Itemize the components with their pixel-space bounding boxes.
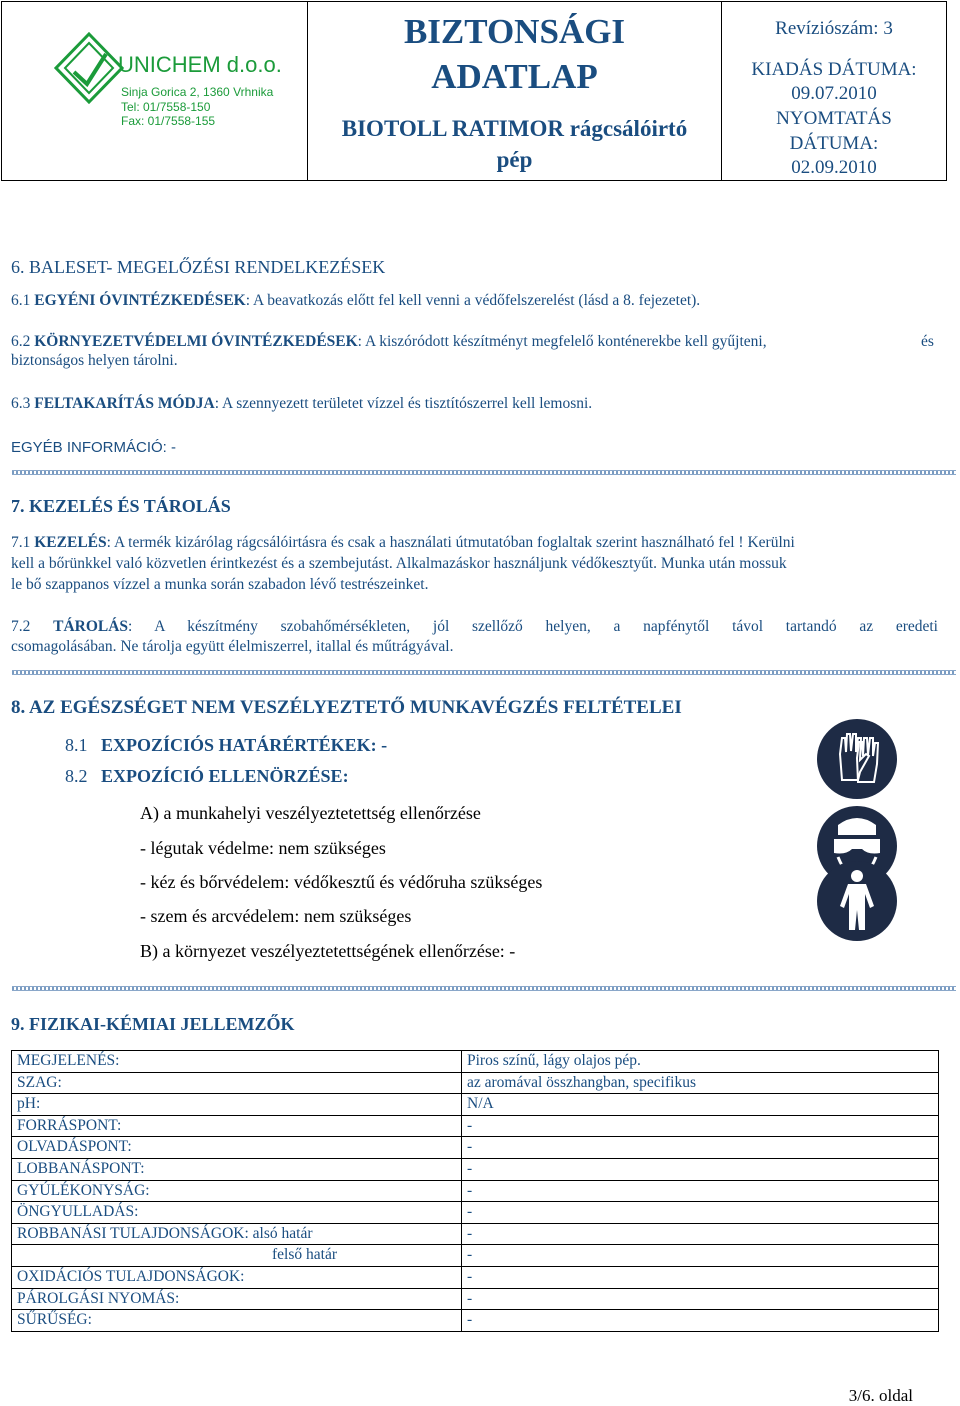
section-7-1-number: 7.1 — [11, 534, 31, 551]
doc-title-line2: ADATLAP — [431, 57, 598, 96]
protective-suit-icon — [816, 860, 898, 942]
table-row — [12, 1137, 939, 1159]
section-6-1-number: 6.1 — [11, 292, 31, 309]
company-tel: Tel: 01/7558-150 — [121, 100, 211, 114]
property-label: FORRÁSPONT: — [12, 1115, 462, 1137]
section-7-1-line2: kell a bőrünkkel való közvetlen érintkezést és a szembejutást. Alkalmazáskor használjunk védőkesztyűt. Munka után mossuk — [11, 555, 787, 572]
physical-chemical-properties-table — [11, 1050, 939, 1332]
company-name: UNICHEM d.o.o. — [118, 52, 282, 77]
property-label: MEGJELENÉS: — [12, 1051, 462, 1073]
section-7-2-text: : A készítmény szobahőmérsékleten, jól szellőző helyen, a napfénytől távol tartandó az eredeti — [128, 618, 938, 635]
table-row — [12, 1115, 939, 1137]
section-7-1-label: KEZELÉS — [34, 534, 107, 551]
product-name-line2: pép — [496, 147, 533, 172]
section-8-title: 8. AZ EGÉSZSÉGET NEM VESZÉLYEZTETŐ MUNKAVÉGZÉS FELTÉTELEI — [11, 697, 682, 718]
company-fax: Fax: 01/7558-155 — [121, 114, 216, 128]
table-row — [12, 1266, 939, 1288]
property-label: pH: — [12, 1094, 462, 1116]
property-value: - — [462, 1266, 939, 1288]
property-value: - — [462, 1180, 939, 1202]
property-label: OXIDÁCIÓS TULAJDONSÁGOK: — [12, 1266, 462, 1288]
property-label: OLVADÁSPONT: — [12, 1137, 462, 1159]
print-date: 02.09.2010 — [791, 157, 877, 178]
other-information: EGYÉB INFORMÁCIÓ: - — [11, 439, 177, 456]
property-value: - — [462, 1223, 939, 1245]
section-8-1-text: EXPOZÍCIÓS HATÁRÉRTÉKEK: - — [101, 735, 388, 755]
exposure-item: A) a munkahelyi veszélyeztetettség ellenőrzése — [140, 803, 481, 823]
section-6-3 — [11, 394, 592, 413]
property-value: - — [462, 1245, 939, 1267]
section-7-2-number: 7.2 — [11, 618, 31, 635]
property-value: - — [462, 1202, 939, 1224]
exposure-item: - szem és arcvédelem: nem szükséges — [140, 906, 412, 926]
property-value: N/A — [462, 1094, 939, 1116]
company-address: Sinja Gorica 2, 1360 Vrhnika — [121, 85, 274, 99]
property-label: GYÚLÉKONYSÁG: — [12, 1180, 462, 1202]
company-cell — [2, 2, 308, 180]
table-row — [12, 1245, 939, 1267]
separator — [12, 670, 956, 675]
property-label: felső határ — [12, 1245, 462, 1267]
doc-title-line1: BIZTONSÁGI — [403, 12, 626, 51]
table-row — [12, 1158, 939, 1180]
dates-cell — [722, 2, 946, 180]
issue-date: 09.07.2010 — [791, 83, 877, 104]
table-row — [12, 1310, 939, 1332]
section-7-2-label: TÁROLÁS — [53, 618, 129, 635]
section-8-2-text: EXPOZÍCIÓ ELLENÖRZÉSE: — [101, 766, 349, 786]
property-label: PÁROLGÁSI NYOMÁS: — [12, 1288, 462, 1310]
table-row — [12, 1072, 939, 1094]
section-6-3-number: 6.3 — [11, 395, 31, 412]
section-6-2-end: és — [921, 333, 934, 350]
section-6-1-label: EGYÉNI ÓVINTÉZKEDÉSEK — [34, 292, 246, 309]
table-row — [12, 1288, 939, 1310]
property-value: - — [462, 1310, 939, 1332]
section-8-2-number: 8.2 — [65, 766, 88, 786]
section-8-2 — [65, 766, 349, 787]
company-logo-icon — [54, 32, 124, 104]
property-label: SŰRŰSÉG: — [12, 1310, 462, 1332]
gloves-icon — [816, 718, 898, 800]
property-value: - — [462, 1288, 939, 1310]
property-label: ROBBANÁSI TULAJDONSÁGOK: alsó határ — [12, 1223, 462, 1245]
section-9-title: 9. FIZIKAI-KÉMIAI JELLEMZŐK — [11, 1014, 295, 1034]
revision-number: Revíziószám: 3 — [775, 18, 893, 39]
property-label: SZAG: — [12, 1072, 462, 1094]
table-row — [12, 1051, 939, 1073]
section-7-1-text: : A termék kizárólag rágcsálóirtásra és csak a használati útmutatóban foglaltak szerint használható fel ! Kerülni — [106, 534, 795, 551]
property-value: - — [462, 1158, 939, 1180]
property-label: LOBBANÁSPONT: — [12, 1158, 462, 1180]
exposure-item: - légutak védelme: nem szükséges — [140, 838, 386, 858]
section-6-1-text: : A beavatkozás előtt fel kell venni a védőfelszerelést (lásd a 8. fejezetet). — [245, 292, 701, 309]
table-row — [12, 1202, 939, 1224]
table-row — [12, 1180, 939, 1202]
section-8-1 — [65, 735, 387, 756]
separator — [12, 986, 956, 991]
section-6-3-text: : A szennyezett területet vízzel és tisztítószerrel kell lemosni. — [214, 395, 593, 412]
page-number: 3/6. oldal — [848, 1386, 913, 1405]
print-date-label-2: DÁTUMA: — [789, 133, 879, 154]
property-label: ÖNGYULLADÁS: — [12, 1202, 462, 1224]
section-6-3-label: FELTAKARÍTÁS MÓDJA — [34, 395, 215, 412]
section-6-2 — [11, 332, 767, 351]
section-7-2-line2: csomagolásában. Ne tárolja együtt élelmiszerrel, itallal és műtrágyával. — [11, 638, 454, 655]
section-6-2-number: 6.2 — [11, 333, 31, 350]
section-7-title: 7. KEZELÉS ÉS TÁROLÁS — [11, 496, 231, 516]
section-7-1 — [11, 533, 795, 552]
document-header — [1, 1, 947, 181]
section-6-title: 6. BALESET- MEGELŐZÉSI RENDELKEZÉSEK — [11, 257, 386, 277]
property-value: Piros színű, lágy olajos pép. — [462, 1051, 939, 1073]
property-value: - — [462, 1115, 939, 1137]
table-row — [12, 1223, 939, 1245]
exposure-item: - kéz és bőrvédelem: védőkesztű és védőruha szükséges — [140, 872, 543, 892]
property-value: - — [462, 1137, 939, 1159]
section-7-1-line3: le bő szappanos vízzel a munka során szabadon lévő testrészeinket. — [11, 576, 429, 593]
title-cell — [308, 2, 722, 180]
product-name-line1: BIOTOLL RATIMOR rágcsálóirtó — [341, 116, 688, 141]
section-6-2-label: KÖRNYEZETVÉDELMI ÓVINTÉZKEDÉSEK — [34, 333, 358, 350]
separator — [12, 470, 956, 475]
exposure-item: B) a környezet veszélyeztetettségének ellenőrzése: - — [140, 941, 516, 961]
table-row — [12, 1094, 939, 1116]
section-6-1 — [11, 291, 700, 310]
print-date-label-1: NYOMTATÁS — [776, 108, 892, 129]
section-6-2-line2: biztonságos helyen tárolni. — [11, 352, 178, 369]
section-8-1-number: 8.1 — [65, 735, 88, 755]
issue-date-label: KIADÁS DÁTUMA: — [751, 59, 917, 80]
section-7-2 — [11, 617, 938, 636]
property-value: az aromával összhangban, specifikus — [462, 1072, 939, 1094]
section-6-2-text: : A kiszóródott készítményt megfelelő konténerekbe kell gyűjteni, — [357, 333, 767, 350]
